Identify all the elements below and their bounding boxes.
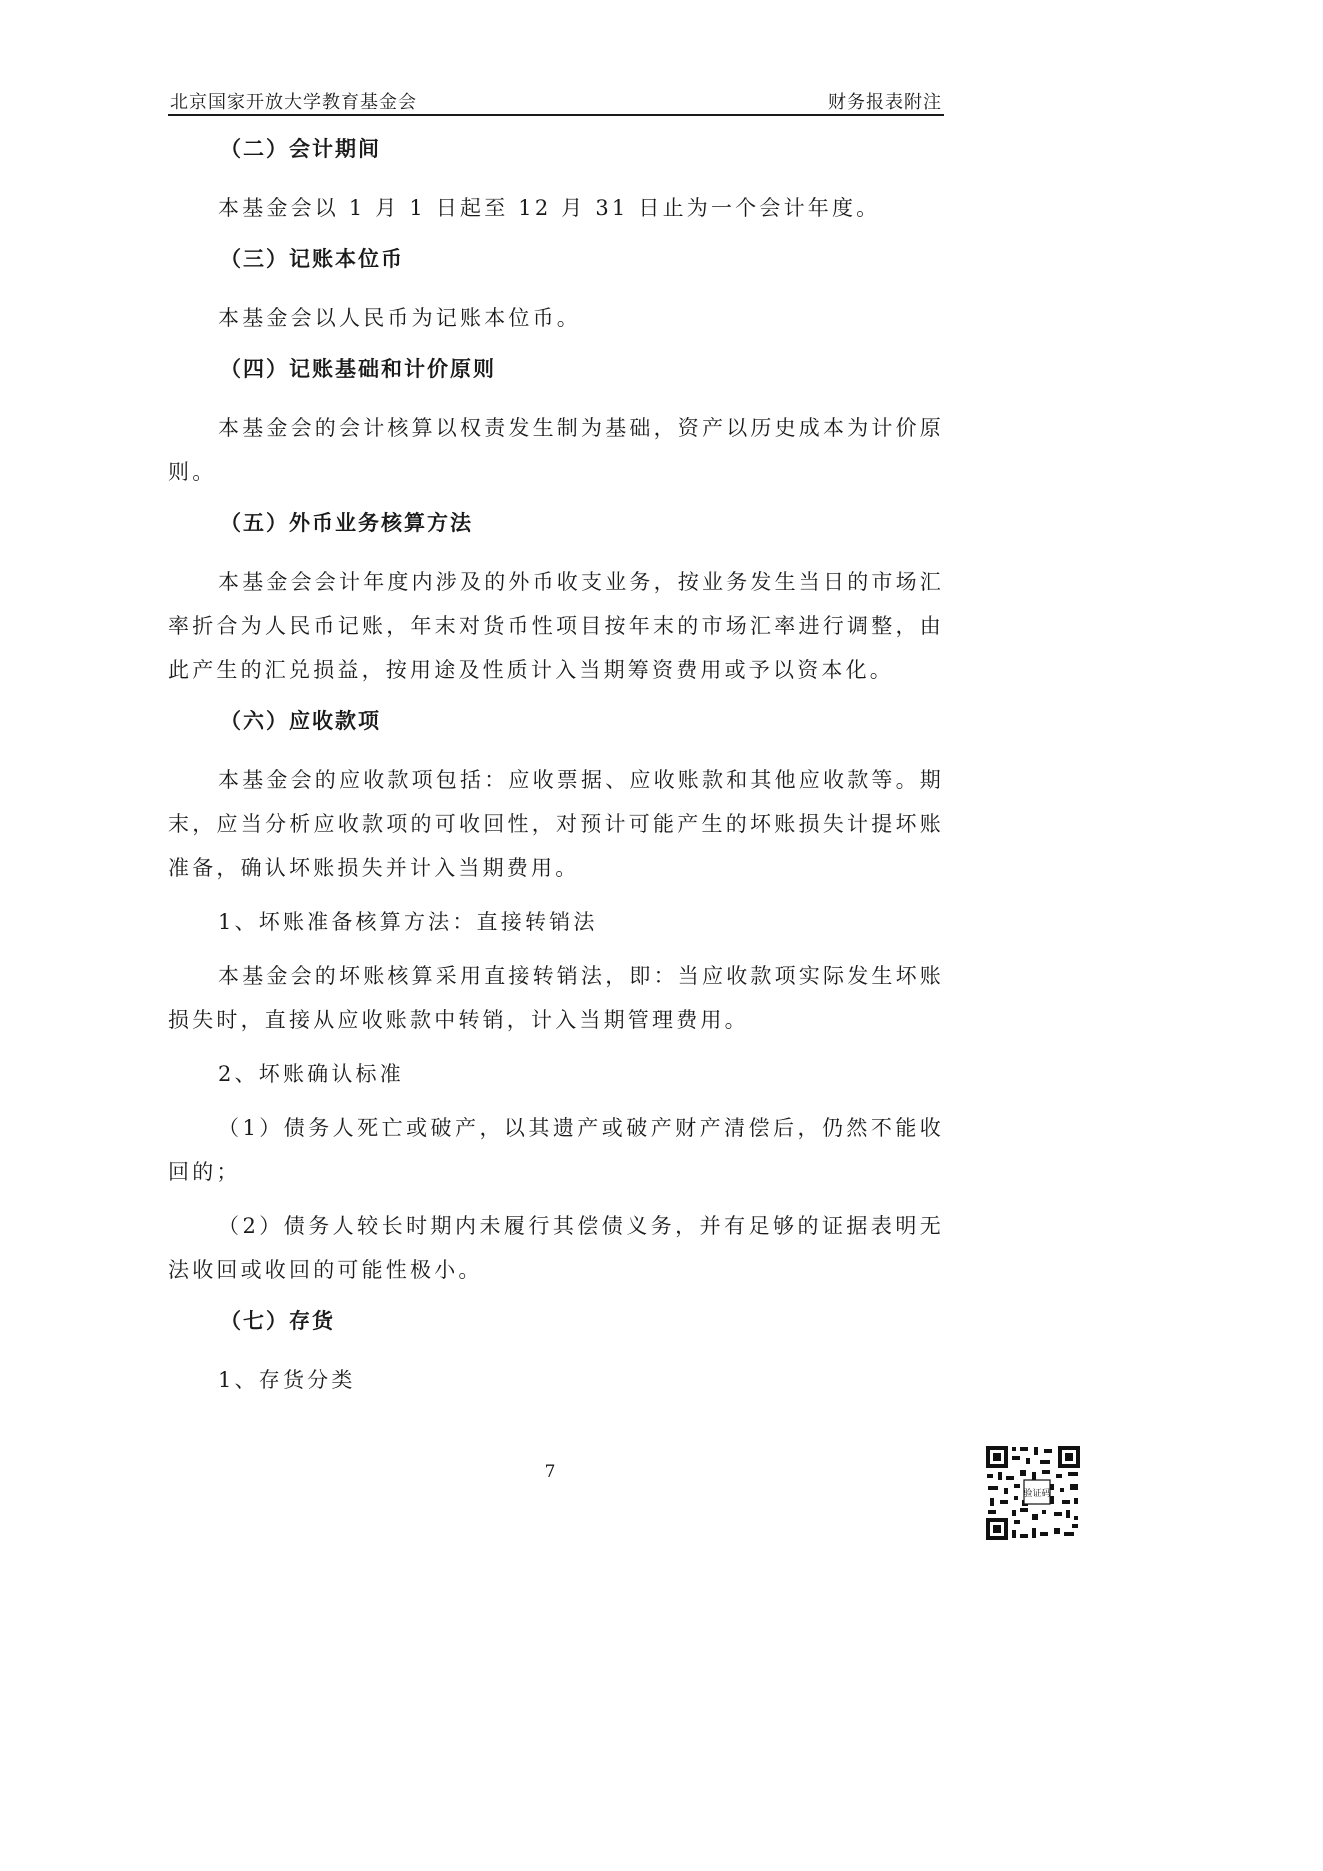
section-heading: （三）记账本位币 (220, 246, 404, 271)
header-doc-title: 财务报表附注 (828, 92, 942, 113)
paragraph: 本基金会的应收款项包括：应收票据、应收账款和其他应收款等。期末，应当分析应收款项的可收回性，对预计可能产生的坏账损失计提坏账准备，确认坏账损失并计入当期费用。 (168, 768, 944, 880)
section-foreign-currency (168, 504, 944, 692)
page-number: 7 (544, 1462, 556, 1482)
section-heading: （二）会计期间 (220, 136, 381, 161)
paragraph: 本基金会会计年度内涉及的外币收支业务，按业务发生当日的市场汇率折合为人民币记账，年末对货币性项目按年末的市场汇率进行调整，由此产生的汇兑损益，按用途及性质计入当期筹资费用或予以资本化。 (168, 570, 944, 682)
page-header (168, 84, 944, 116)
document-body (168, 130, 944, 1412)
subheading: 1、存货分类 (218, 1368, 356, 1392)
header-org-name: 北京国家开放大学教育基金会 (170, 92, 417, 113)
paragraph: 本基金会以 1 月 1 日起至 12 月 31 日止为一个会计年度。 (218, 196, 881, 220)
list-item: （2）债务人较长时期内未履行其偿债义务，并有足够的证据表明无法收回或收回的可能性极小。 (168, 1214, 944, 1282)
section-accounting-basis (168, 350, 944, 494)
section-inventory (168, 1302, 944, 1402)
section-heading: （五）外币业务核算方法 (220, 510, 473, 535)
qr-label: 验证码 (1023, 1489, 1051, 1499)
section-heading: （四）记账基础和计价原则 (220, 356, 496, 381)
section-currency (168, 240, 944, 340)
section-heading: （七）存货 (220, 1308, 335, 1333)
qr-code-icon (984, 1444, 1082, 1542)
paragraph: 本基金会以人民币为记账本位币。 (218, 306, 581, 330)
subheading: 1、坏账准备核算方法：直接转销法 (218, 910, 598, 934)
paragraph: 本基金会的坏账核算采用直接转销法，即：当应收款项实际发生坏账损失时，直接从应收账款中转销，计入当期管理费用。 (168, 964, 944, 1032)
paragraph: 本基金会的会计核算以权责发生制为基础，资产以历史成本为计价原则。 (168, 416, 944, 484)
section-accounting-period (168, 130, 944, 230)
list-item: （1）债务人死亡或破产，以其遗产或破产财产清偿后，仍然不能收回的； (168, 1116, 944, 1184)
subheading: 2、坏账确认标准 (218, 1062, 404, 1086)
section-heading: （六）应收款项 (220, 708, 381, 733)
section-receivables (168, 702, 944, 1292)
